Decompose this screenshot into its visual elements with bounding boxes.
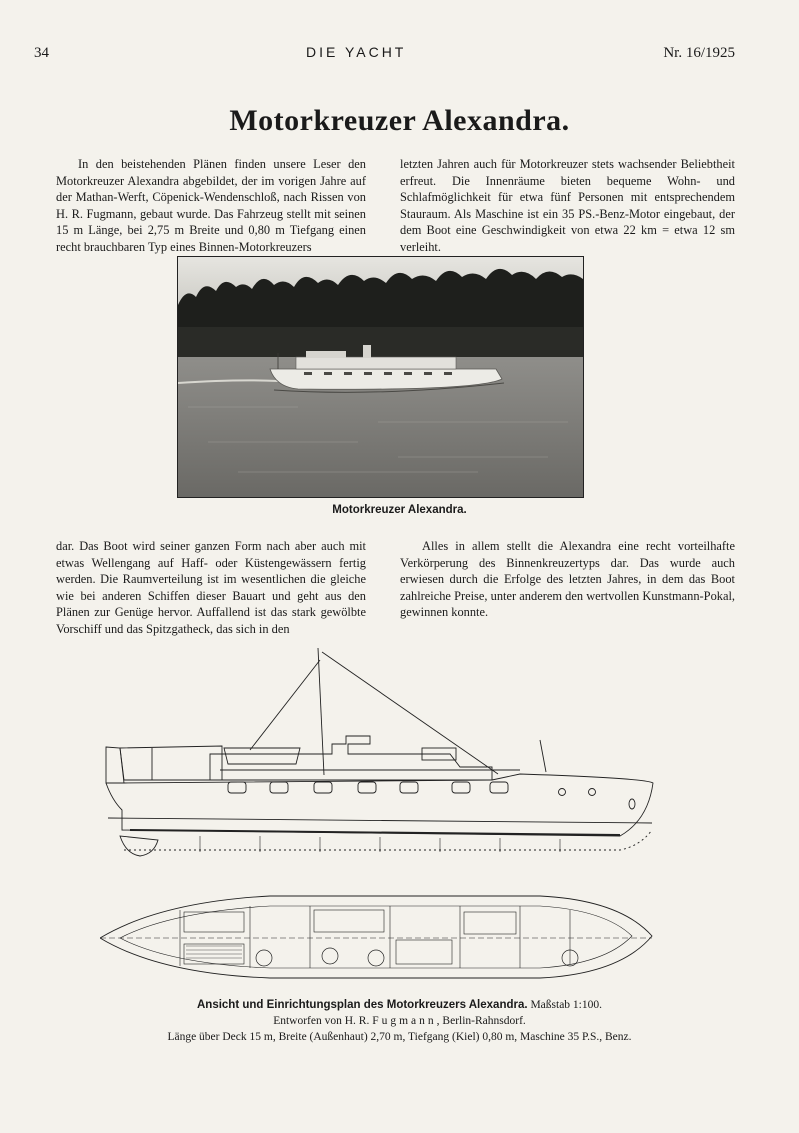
paragraph: Alles in allem stellt die Alexandra eine recht vorteilhafte Verkörperung des Binnenkreuzertyps dar. Das wurde auch erwiesen durch die Erfolge des letzten Jahres, in dem das Boot zahlreiche Preise, unter anderem den wertvollen Kunstmann-Pokal, gewinnen konnte. bbox=[400, 539, 735, 620]
boat-plan-drawing bbox=[100, 640, 660, 990]
article-title: Motorkreuzer Alexandra. bbox=[229, 104, 570, 137]
plan-caption bbox=[0, 997, 799, 1045]
paragraph: In den beistehenden Plänen finden unsere Leser den Motorkreuzer Alexandra abgebildet, der im vorigen Jahre auf der Mathan-Werft, Cöpenick-Wendenschloß, nach Rissen von H. R. Fugmann, gebaut wurde. Das Fahrzeug stellt mit seinen 15 m Länge, bei 2,75 m Breite und 0,80 m Tiefgang einen recht brauchbaren Typ eines Binnen-Motorkreuzers bbox=[56, 157, 366, 254]
page-header bbox=[34, 44, 735, 62]
text-column-4 bbox=[400, 538, 735, 621]
plan-caption-designer-name: Fugmann bbox=[372, 1015, 437, 1027]
photo-image bbox=[178, 257, 583, 497]
deck-plan bbox=[100, 896, 652, 978]
page-number: 34 bbox=[34, 45, 49, 61]
paragraph: letzten Jahren auch für Motorkreuzer stets wachsender Beliebtheit erfreut. Die Innenräume bieten bequeme Wohn- und Schlafmöglichkeit für etwa fünf Personen mit entsprechendem Stauraum. Als Maschine ist ein 35 PS.-Benz-Motor eingebaut, der dem Boot eine Geschwindigkeit von etwa 22 km = etwa 12 sm verleiht. bbox=[400, 157, 735, 254]
boat-photograph bbox=[177, 256, 584, 498]
plan-caption-title: Ansicht und Einrichtungsplan des Motorkreuzers Alexandra. bbox=[196, 999, 528, 1011]
plan-caption-line-2 bbox=[0, 1013, 799, 1029]
plan-caption-line-1 bbox=[0, 997, 799, 1013]
plan-caption-scale: Maßstab 1:100. bbox=[530, 999, 602, 1011]
issue-number: Nr. 16/1925 bbox=[663, 45, 735, 61]
text-column-3 bbox=[56, 538, 366, 638]
text-column-1 bbox=[56, 156, 366, 256]
paragraph: dar. Das Boot wird seiner ganzen Form nach aber auch mit etwas Wellengang auf Haff- oder Küstengewässern fertig werden. Die Raumverteilung ist im wesentlichen die gleiche wie bei anderen Schiffen dieser Bauart und geht aus den Plänen zur Genüge hervor. Auffallend ist das stark gewölbte Vorschiff und das Spitzgatheck, das sich in den bbox=[56, 539, 366, 636]
plan-caption-specs: Länge über Deck 15 m, Breite (Außenhaut) 2,70 m, Tiefgang (Kiel) 0,80 m, Maschine 35 P.S., Benz. bbox=[167, 1031, 632, 1043]
photo-caption: Motorkreuzer Alexandra. bbox=[332, 504, 467, 516]
running-title: DIE YACHT bbox=[305, 44, 407, 60]
plan-caption-designer-prefix: Entworfen von H. R. bbox=[273, 1015, 370, 1027]
text-column-2 bbox=[400, 156, 735, 256]
side-elevation bbox=[106, 648, 653, 856]
plan-caption-designer-place: , Berlin-Rahnsdorf. bbox=[436, 1015, 526, 1027]
